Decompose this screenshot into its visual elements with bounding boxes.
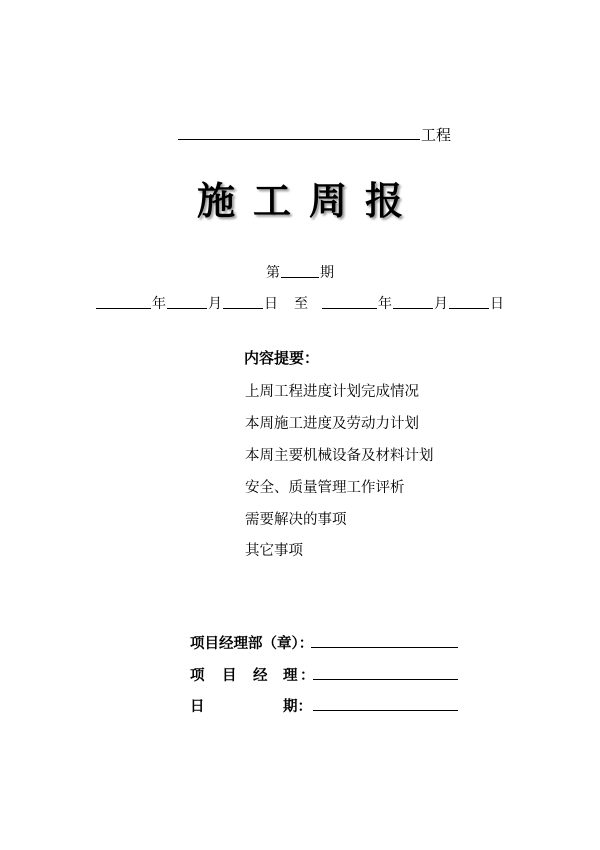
date-range-to: 至 bbox=[294, 296, 308, 312]
end-month-blank[interactable] bbox=[393, 308, 433, 309]
summary-item: 其它事项 bbox=[245, 543, 303, 559]
manager-label-char: 项 bbox=[190, 668, 205, 684]
manager-label-char: 理 bbox=[283, 668, 298, 684]
start-year-blank[interactable] bbox=[96, 308, 151, 309]
project-suffix: 工程 bbox=[421, 126, 452, 144]
date-label-char: 日 bbox=[190, 699, 205, 715]
summary-item: 本周主要机械设备及材料计划 bbox=[245, 448, 434, 464]
department-seal-label: 项目经理部（章）： bbox=[190, 636, 314, 652]
summary-item: 安全、质量管理工作评析 bbox=[245, 480, 405, 496]
start-month-label: 月 bbox=[208, 296, 222, 312]
manager-label-char: 目 bbox=[222, 668, 237, 684]
end-year-label: 年 bbox=[378, 296, 392, 312]
issue-suffix: 期 bbox=[320, 265, 334, 281]
end-month-label: 月 bbox=[434, 296, 448, 312]
end-day-label: 日 bbox=[490, 296, 504, 312]
department-seal-blank[interactable] bbox=[311, 647, 458, 648]
issue-prefix: 第 bbox=[266, 265, 280, 281]
project-name-blank[interactable] bbox=[178, 139, 420, 140]
start-year-label: 年 bbox=[152, 296, 166, 312]
start-day-label: 日 bbox=[264, 296, 278, 312]
manager-label-char: 经 bbox=[253, 668, 268, 684]
summary-item: 本周施工进度及劳动力计划 bbox=[245, 416, 419, 432]
start-day-blank[interactable] bbox=[223, 308, 263, 309]
summary-item: 需要解决的事项 bbox=[245, 512, 347, 528]
manager-blank[interactable] bbox=[313, 679, 458, 680]
date-blank[interactable] bbox=[313, 710, 458, 711]
summary-item: 上周工程进度计划完成情况 bbox=[245, 384, 419, 400]
summary-heading: 内容提要： bbox=[244, 349, 320, 367]
end-day-blank[interactable] bbox=[449, 308, 489, 309]
date-label-char: 期： bbox=[283, 699, 312, 715]
issue-number-blank[interactable] bbox=[281, 277, 319, 278]
end-year-blank[interactable] bbox=[322, 308, 377, 309]
start-month-blank[interactable] bbox=[167, 308, 207, 309]
manager-label-char: ： bbox=[300, 668, 315, 684]
page-title: 施工周报 bbox=[196, 179, 421, 223]
